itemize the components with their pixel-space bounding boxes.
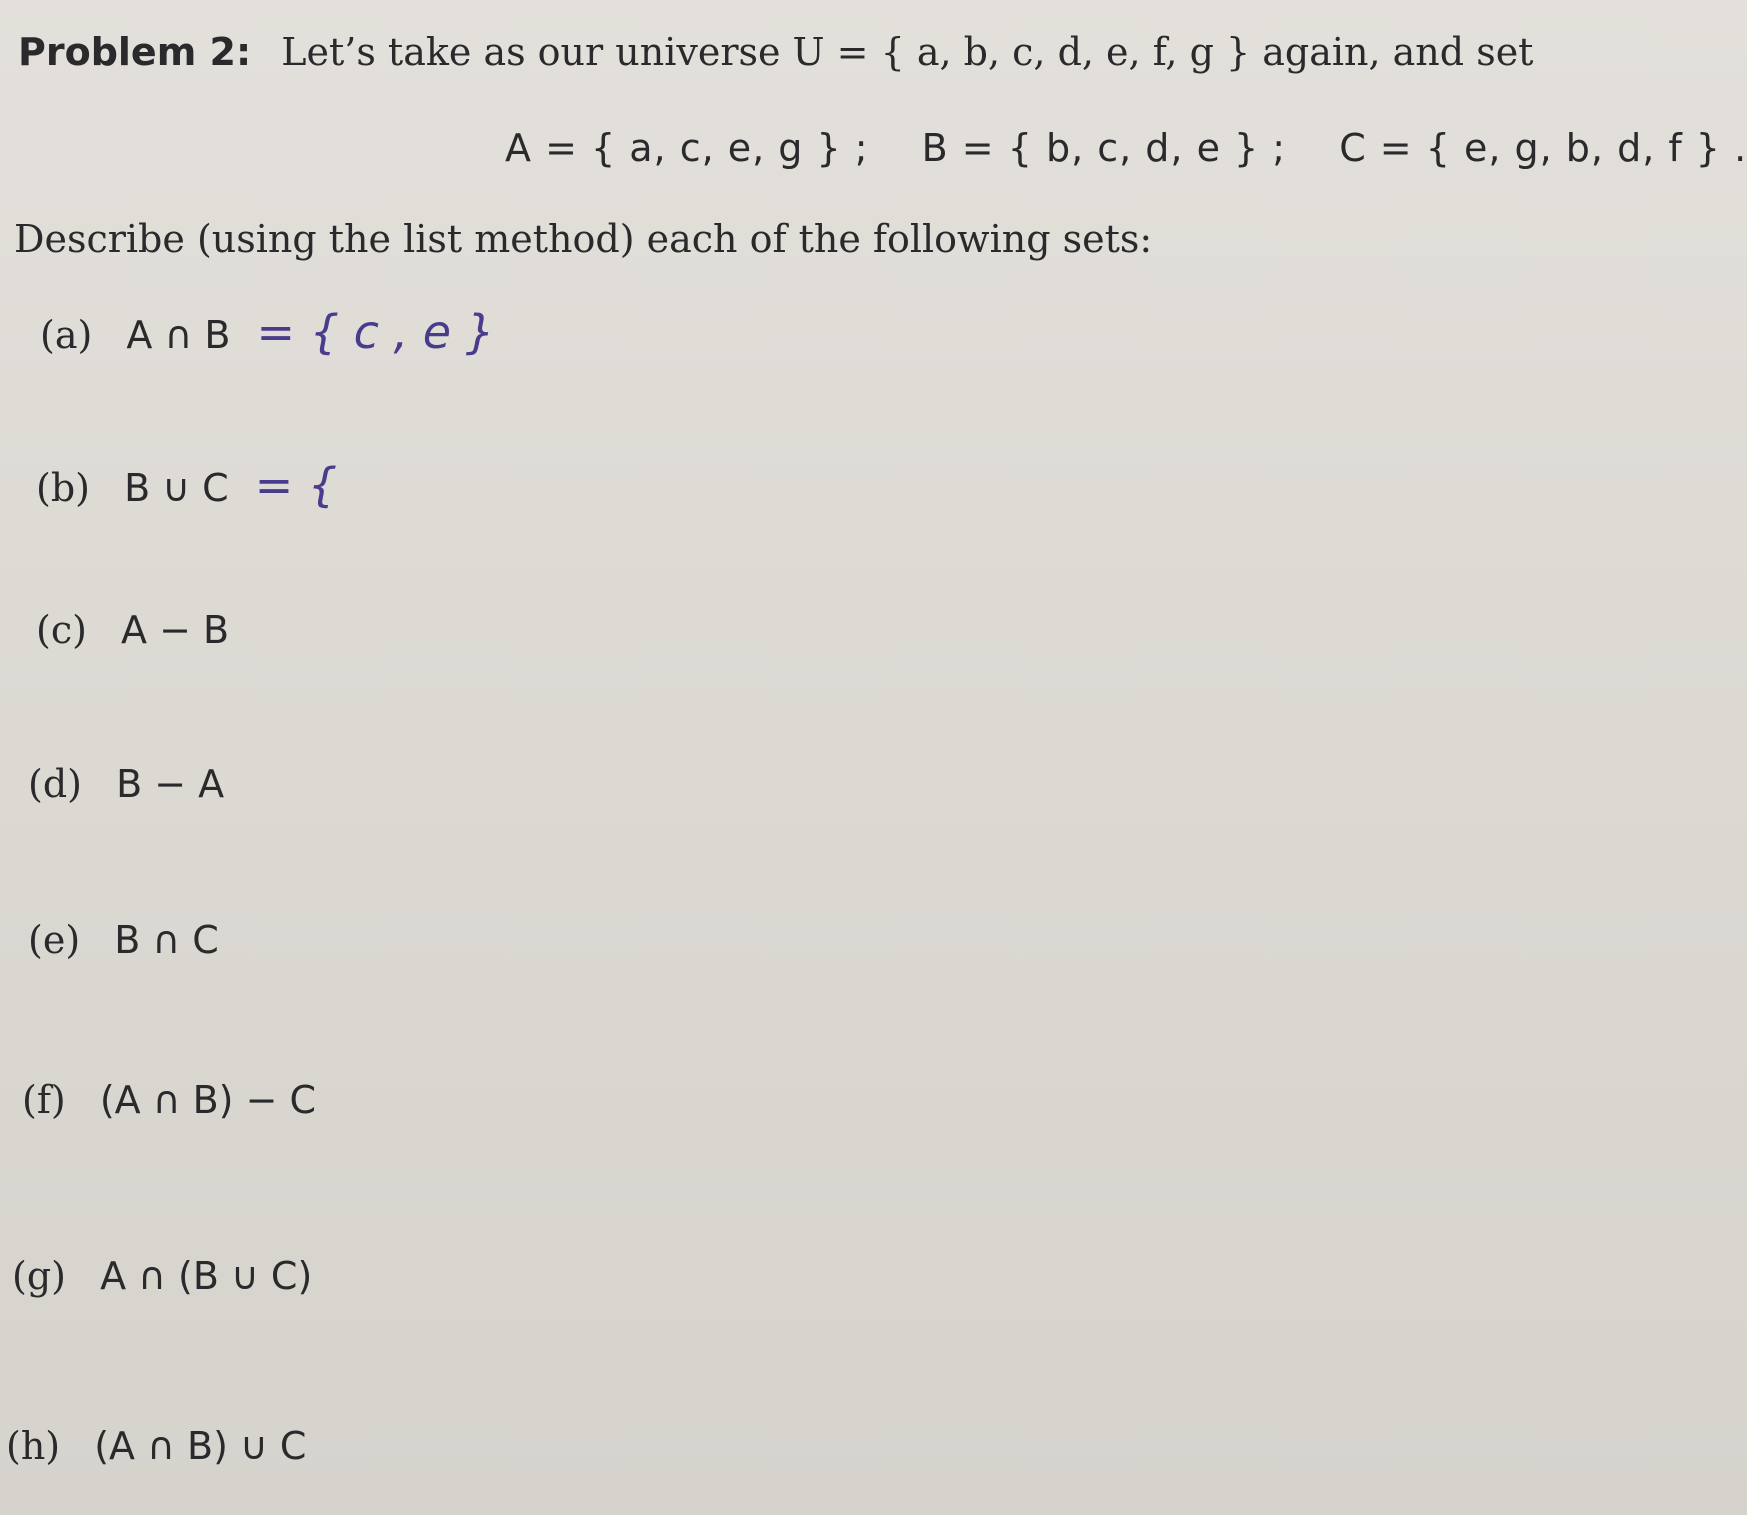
part-label: (c) (36, 608, 87, 652)
part-h (6, 1424, 306, 1468)
problem-intro: Let’s take as our universe U = { a, b, c, d, e, f, g } again, and set (281, 30, 1534, 74)
part-expression: A ∩ (B ∪ C) (100, 1254, 313, 1298)
part-expression: A − B (121, 608, 230, 652)
set-a-definition: A = { a, c, e, g } ; (505, 126, 869, 170)
problem-label: Problem 2: (18, 30, 252, 74)
part-g (12, 1254, 312, 1298)
part-label: (f) (22, 1078, 66, 1122)
part-c (36, 608, 229, 652)
part-a (40, 305, 495, 359)
part-f (22, 1078, 316, 1122)
part-label: (e) (28, 918, 81, 962)
part-expression: B − A (116, 762, 225, 806)
set-definitions (505, 126, 1747, 170)
part-expression: (A ∩ B) ∪ C (94, 1424, 307, 1468)
part-label: (b) (36, 466, 90, 510)
part-expression: B ∪ C (124, 466, 229, 510)
set-c-definition: C = { e, g, b, d, f } . (1339, 126, 1747, 170)
set-b-definition: B = { b, c, d, e } ; (921, 126, 1287, 170)
part-d (28, 762, 224, 806)
part-expression: (A ∩ B) − C (99, 1078, 317, 1122)
part-label: (a) (40, 313, 93, 357)
part-expression: A ∩ B (126, 313, 231, 357)
instruction-text: Describe (using the list method) each of the following sets: (14, 217, 1153, 261)
part-b (36, 458, 337, 512)
problem-header (18, 30, 1533, 74)
part-e (28, 918, 219, 962)
part-label: (h) (6, 1424, 61, 1468)
handwritten-answer: = { (254, 458, 338, 512)
handwritten-answer: = { c , e } (256, 305, 495, 359)
part-expression: B ∩ C (114, 918, 219, 962)
part-label: (g) (12, 1254, 66, 1298)
part-label: (d) (28, 762, 82, 806)
